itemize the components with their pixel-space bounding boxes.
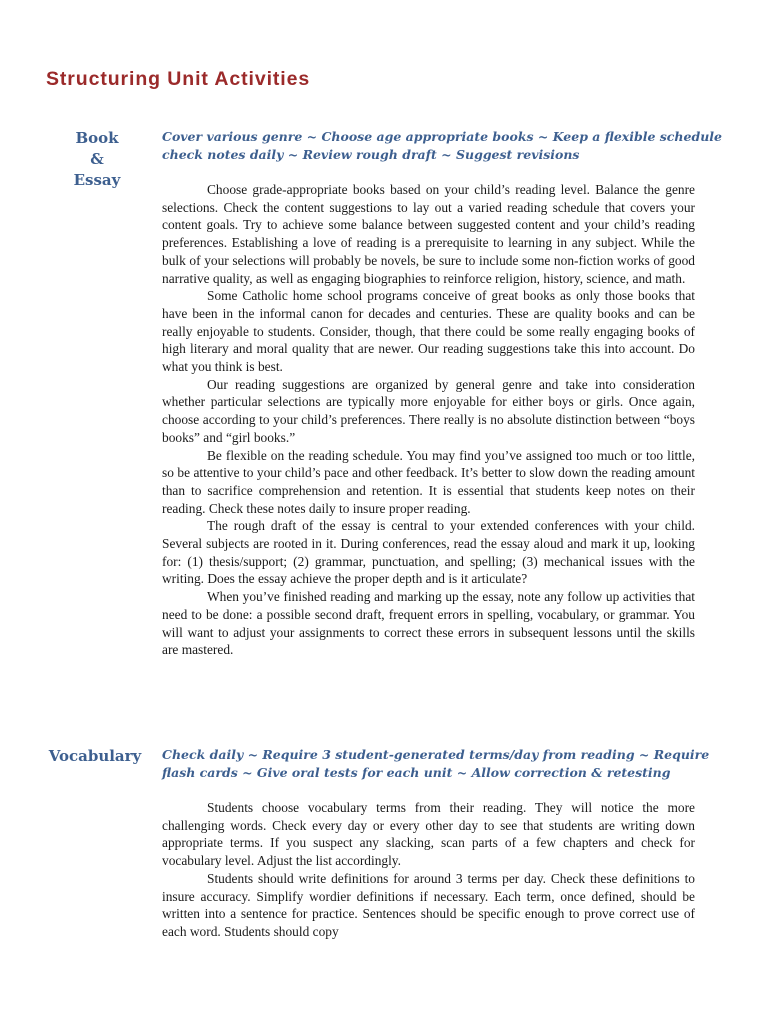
section-heading-line: Book — [75, 129, 119, 147]
summary-line: check notes daily ~ Review rough draft ~ Suggest revisions — [162, 147, 580, 162]
body-paragraph: When you’ve finished reading and marking up the essay, note any follow up activities that need to be done: a possible second draft, frequent errors in spelling, vocabulary, or grammar. You will want to adjust your assignments to correct these errors in subsequent lessons until the skills are mastered. — [162, 589, 695, 658]
summary-line: Cover various genre ~ Choose age appropriate books ~ Keep a flexible schedule — [162, 129, 722, 144]
body-paragraph: Be flexible on the reading schedule. You may find you’ve assigned too much or too little, so be attentive to your child’s pace and other feedback. It’s better to slow down the reading amount than to sacrifice comprehension and retention. It is essential that students keep notes on their reading. Check these notes daily to insure proper reading. — [162, 447, 695, 516]
section-summary-book-essay — [162, 128, 722, 164]
section-heading-line: Essay — [73, 171, 121, 189]
section-body-vocabulary — [162, 799, 695, 941]
body-paragraph: Our reading suggestions are organized by general genre and take into consideration whether particular selections are typically more enjoyable for either boys or girls. Once again, choose according to your child’s preferences. There really is no absolute distinction between “boys books” and “girl books.” — [162, 376, 695, 445]
section-body-book-essay — [162, 181, 695, 659]
section-heading-vocabulary — [40, 746, 150, 767]
section-summary-vocabulary — [162, 746, 710, 782]
page-title: Structuring Unit Activities — [46, 68, 311, 90]
body-paragraph: The rough draft of the essay is central to your extended conferences with your child. Several subjects are rooted in it. During conferences, read the essay aloud and mark it up, looking for: (1) thesis/support; (2) grammar, punctuation, and spelling; (3) mechanical issues with the writing. Does the essay achieve the proper depth and is it articulate? — [162, 518, 695, 587]
section-heading-line: & — [90, 150, 104, 168]
body-paragraph: Students choose vocabulary terms from their reading. They will notice the more challenging words. Check every day or every other day to see that students are writing down appropriate terms. If you suspect any slacking, scan parts of a few chapters and check for vocabulary level. Adjust the list accordingly. — [162, 800, 695, 869]
section-heading-book-essay — [62, 128, 132, 191]
summary-line: Check daily ~ Require 3 student-generated terms/day from reading ~ Require — [162, 747, 710, 762]
body-paragraph: Some Catholic home school programs conceive of great books as only those books that have been in the informal canon for decades and centuries. These are quality books and can be really enjoyable to students. Consider, though, that there could be some really engaging books of high literary and moral quality that are newer. Our reading suggestions take this into account. Do what you think is best. — [162, 288, 695, 375]
body-paragraph: Students should write definitions for around 3 terms per day. Check these definitions to insure accuracy. Simplify wordier definitions if necessary. Each term, once defined, should be written into a sentence for practice. Sentences should be specific enough to prove correct use of each word. Students should copy — [162, 870, 695, 939]
section-heading-line: Vocabulary — [48, 747, 142, 765]
body-paragraph: Choose grade-appropriate books based on your child’s reading level. Balance the genre selections. Check the content suggestions to lay out a varied reading schedule that covers your content goals. Try to achieve some balance between suggested content and your child’s reading preferences. Establishing a love of reading is a prerequisite to learning in any subject. While the bulk of your selections will probably be novels, be sure to include some non-fiction works of good narrative quality, as well as engaging biographies to reinforce religion, history, science, and math. — [162, 182, 695, 286]
summary-line: flash cards ~ Give oral tests for each unit ~ Allow correction & retesting — [162, 765, 671, 780]
